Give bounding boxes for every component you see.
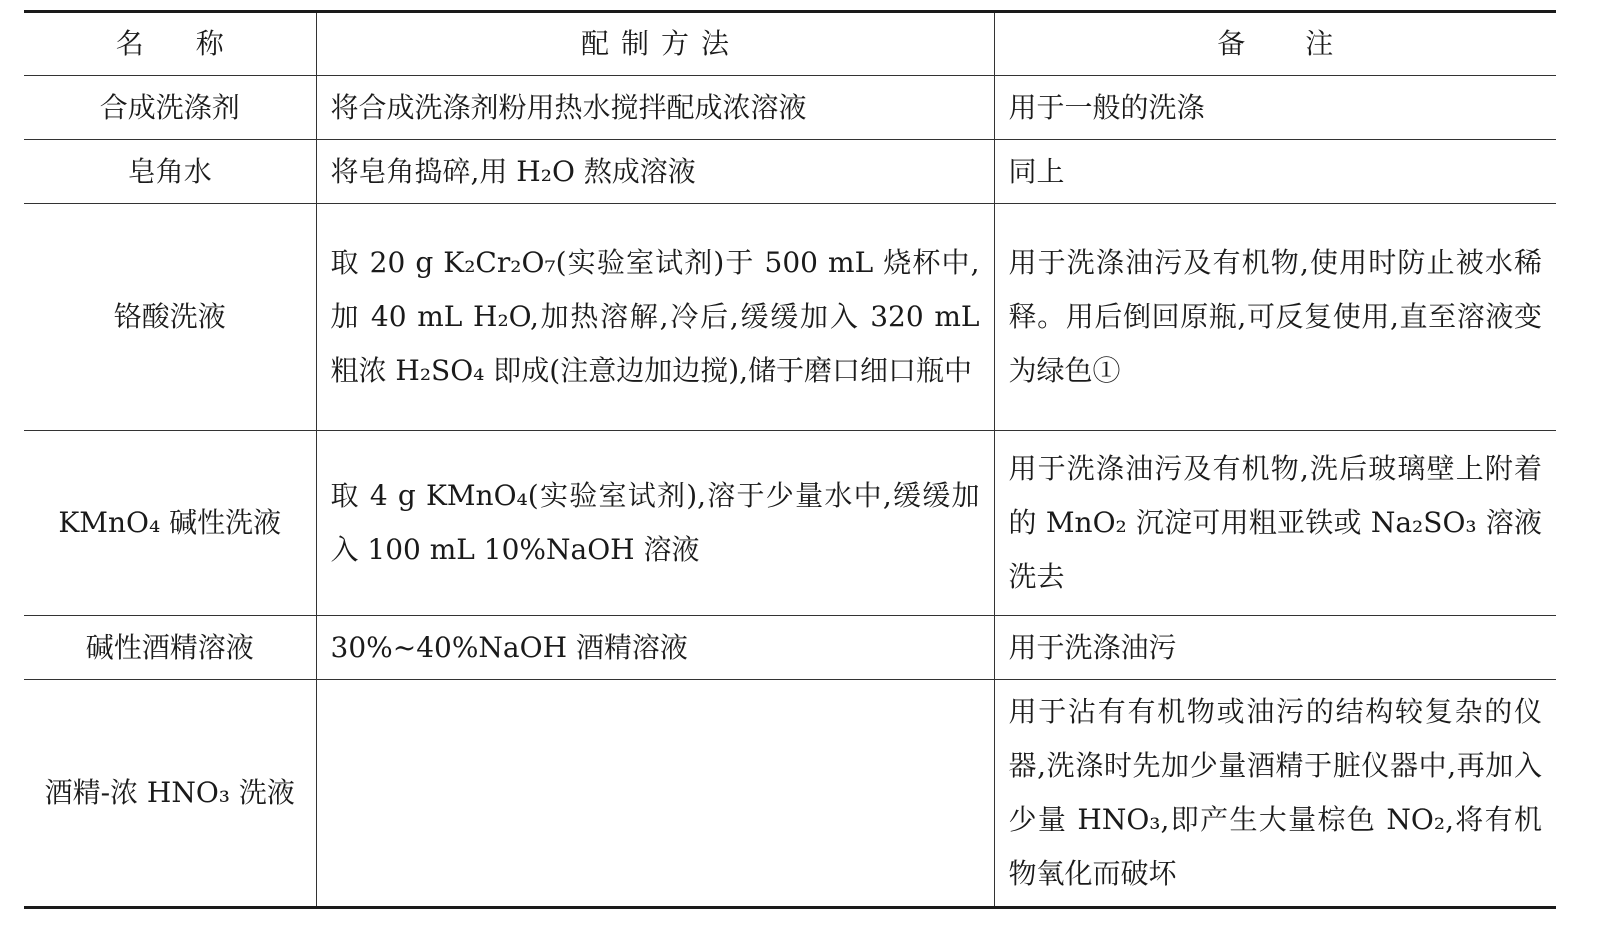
remarks: 用于洗涤油污及有机物,洗后玻璃壁上附着的 MnO₂ 沉淀可用粗亚铁或 Na₂SO₃ 溶液洗去 <box>994 431 1556 616</box>
reagent-name: 碱性酒精溶液 <box>24 616 316 680</box>
table-row <box>24 680 1556 908</box>
table-row <box>24 616 1556 680</box>
preparation-method: 30%~40%NaOH 酒精溶液 <box>316 616 994 680</box>
reagent-name: 合成洗涤剂 <box>24 76 316 140</box>
remarks: 同上 <box>994 140 1556 204</box>
table-row <box>24 204 1556 431</box>
header-preparation: 配制方法 <box>316 12 994 76</box>
remarks: 用于洗涤油污 <box>994 616 1556 680</box>
table-row <box>24 140 1556 204</box>
preparation-method: 取 4 g KMnO₄(实验室试剂),溶于少量水中,缓缓加入 100 mL 10%NaOH 溶液 <box>316 431 994 616</box>
table-header-row <box>24 12 1556 76</box>
preparation-method: 取 20 g K₂Cr₂O₇(实验室试剂)于 500 mL 烧杯中,加 40 mL H₂O,加热溶解,冷后,缓缓加入 320 mL 粗浓 H₂SO₄ 即成(注意边加边搅),储于磨口细口瓶中 <box>316 204 994 431</box>
table-row <box>24 431 1556 616</box>
remarks: 用于一般的洗涤 <box>994 76 1556 140</box>
header-name: 名称 <box>24 12 316 76</box>
preparation-method <box>316 680 994 908</box>
reagent-name: 皂角水 <box>24 140 316 204</box>
reagent-name: 铬酸洗液 <box>24 204 316 431</box>
table-row <box>24 76 1556 140</box>
cleaning-solutions-table <box>24 10 1556 909</box>
preparation-method: 将合成洗涤剂粉用热水搅拌配成浓溶液 <box>316 76 994 140</box>
header-notes: 备注 <box>994 12 1556 76</box>
reagent-name: 酒精-浓 HNO₃ 洗液 <box>24 680 316 908</box>
remarks: 用于沾有有机物或油污的结构较复杂的仪器,洗涤时先加少量酒精于脏仪器中,再加入少量 HNO₃,即产生大量棕色 NO₂,将有机物氧化而破坏 <box>994 680 1556 908</box>
reagent-name: KMnO₄ 碱性洗液 <box>24 431 316 616</box>
preparation-method: 将皂角捣碎,用 H₂O 熬成溶液 <box>316 140 994 204</box>
remarks: 用于洗涤油污及有机物,使用时防止被水稀释。用后倒回原瓶,可反复使用,直至溶液变为绿色① <box>994 204 1556 431</box>
